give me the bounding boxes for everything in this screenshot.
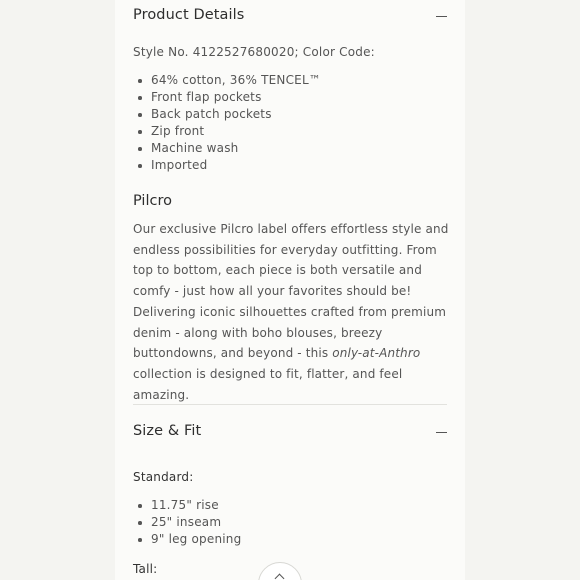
product-details-header[interactable] [133,7,447,27]
brand-description [133,219,449,405]
product-details-title: Product Details [133,7,245,23]
size-fit-title: Size & Fit [133,423,202,439]
list-item: Machine wash [151,140,465,157]
list-item: Front flap pockets [151,89,465,106]
product-details-list [133,72,465,174]
list-item: 25" inseam [151,514,465,531]
scroll-to-top-button[interactable] [258,562,302,580]
standard-label: Standard: [133,470,194,484]
list-item: Back patch pockets [151,106,465,123]
style-number: Style No. 4122527680020; Color Code: [133,45,375,59]
list-item: 11.75" rise [151,497,465,514]
tall-label: Tall: [133,562,158,576]
brand-description-italic: only-at-Anthro [332,346,421,361]
brand-description-text: Our exclusive Pilcro label offers effortless style and endless possibilities for everyday outfitting. From top to bottom, each piece is both versatile and comfy - just how all your favorites should be! Delivering iconic silhouettes crafted from premium denim - along with boho blouses, breezy buttondowns, and beyond - this [133,222,449,361]
list-item: Zip front [151,123,465,140]
minus-icon[interactable] [436,432,447,433]
brand-title: Pilcro [133,193,172,209]
list-item: 64% cotton, 36% TENCEL™ [151,72,465,89]
section-divider [133,404,447,405]
chevron-up-icon [275,574,285,580]
brand-description-text-end: collection is designed to fit, flatter, and feel amazing. [133,366,403,402]
product-info-panel [115,0,465,580]
list-item: 9" leg opening [151,531,465,548]
minus-icon[interactable] [436,16,447,17]
size-fit-header[interactable] [133,423,447,443]
list-item: Imported [151,157,465,174]
standard-size-list [133,497,465,548]
